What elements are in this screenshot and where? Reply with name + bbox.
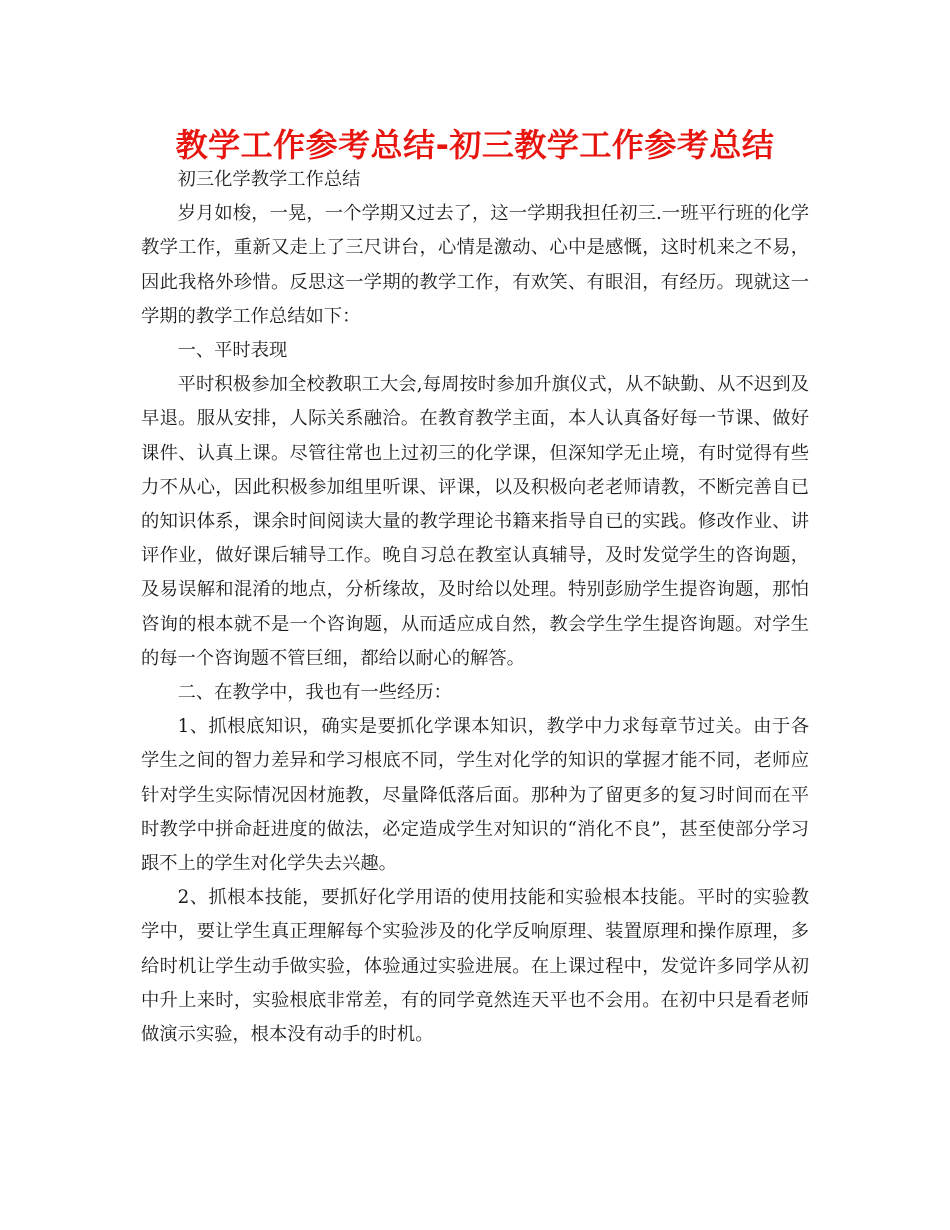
subtitle-paragraph: 初三化学教学工作总结 bbox=[177, 169, 361, 190]
section-heading-2: 二、在教学中，我也有一些经历： bbox=[177, 682, 452, 704]
document-title: 教学工作参考总结-初三教学工作参考总结 bbox=[175, 126, 775, 164]
document-body bbox=[141, 163, 809, 1052]
section-heading-1: 一、平时表现 bbox=[177, 340, 288, 362]
point-1-paragraph: 1、抓根底知识，确实是要抓化学课本知识，教学中力求每章节过关。由于各学生之间的智力差异和学习根底不同，学生对化学的知识的掌握才能不同，老师应针对学生实际情况因材施教，尽量降低落后面。那种为了留更多的复习时间而在平时教学中拼命赶进度的做法，必定造成学生对知识的“消化不良”，甚至使部分学习跟不上的学生对化学失去兴趣。 bbox=[141, 716, 809, 875]
point-2-paragraph: 2、抓根本技能，要抓好化学用语的使用技能和实验根本技能。平时的实验教学中，要让学生真正理解每个实验涉及的化学反响原理、装置原理和操作原理，多给时机让学生动手做实验，体验通过实验进展。在上课过程中，发觉许多同学从初中升上来时，实验根底非常差，有的同学竟然连天平也不会用。在初中只是看老师做演示实验，根本没有动手的时机。 bbox=[141, 887, 809, 1046]
section-1-paragraph: 平时积极参加全校教职工大会,每周按时参加升旗仪式，从不缺勤、从不迟到及早退。服从安排，人际关系融洽。在教育教学主面，本人认真备好每一节课、做好课件、认真上课。尽管往常也上过初三的化学课，但深知学无止境，有时觉得有些力不从心，因此积极参加组里听课、评课，以及积极向老老师请教，不断完善自已的知识体系，课余时间阅读大量的教学理论书籍来指导自已的实践。修改作业、讲评作业，做好课后辅导工作。晚自习总在教室认真辅导，及时发觉学生的咨询题，及易误解和混淆的地点，分析缘故，及时给以处理。特别彭励学生提咨询题，那怕咨询的根本就不是一个咨询题，从而适应成自然，教会学生学生提咨询题。对学生的每一个咨询题不管巨细，都给以耐心的解答。 bbox=[141, 374, 809, 669]
intro-paragraph: 岁月如梭，一晃，一个学期又过去了，这一学期我担任初三.一班平行班的化学教学工作，重新又走上了三尺讲台，心情是激动、心中是感慨，这时机来之不易，因此我格外珍惜。反思这一学期的教学工作，有欢笑、有眼泪，有经历。现就这一学期的教学工作总结如下： bbox=[141, 203, 809, 327]
